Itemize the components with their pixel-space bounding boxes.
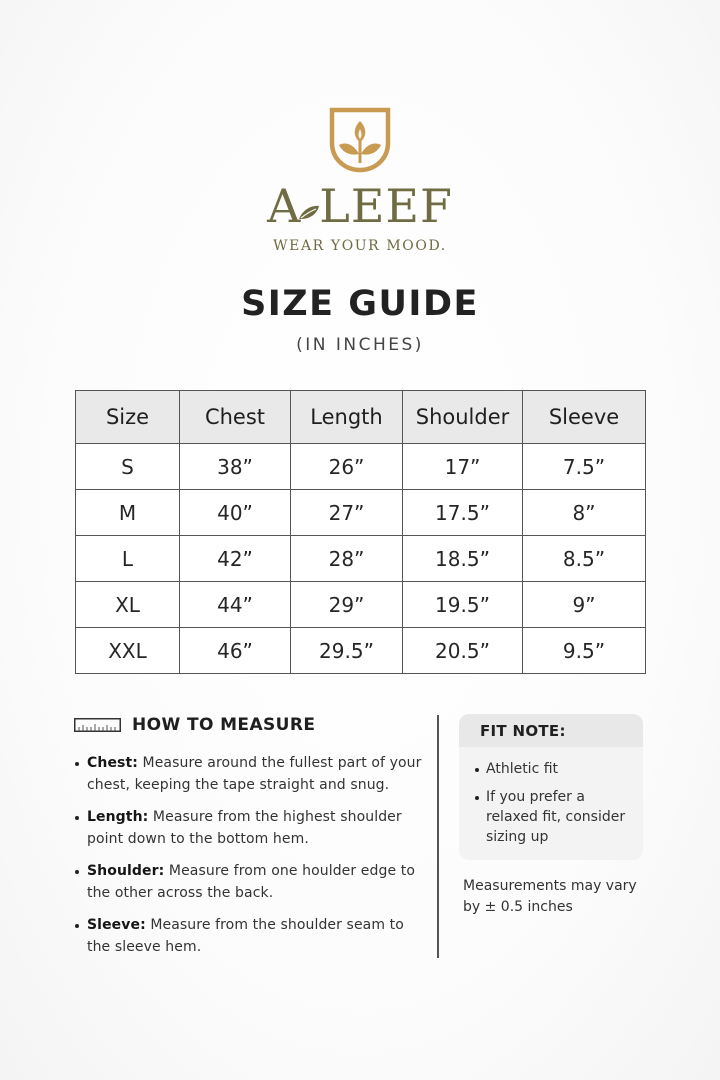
column-header-length: Length (291, 391, 403, 444)
measure-label-length: Length: (87, 809, 149, 825)
fit-note-title: FIT NOTE: (459, 714, 643, 747)
brand-tagline: WEAR YOUR MOOD. (273, 238, 447, 254)
measure-label-sleeve: Sleeve: (87, 917, 146, 933)
cell-size: XL (76, 582, 180, 628)
size-table (75, 390, 646, 674)
cell-size: M (76, 490, 180, 536)
cell-sleeve: 8.5” (523, 536, 646, 582)
vertical-divider (437, 715, 439, 958)
cell-chest: 42” (180, 536, 291, 582)
cell-size: S (76, 444, 180, 490)
cell-shoulder: 19.5” (403, 582, 523, 628)
cell-sleeve: 8” (523, 490, 646, 536)
list-item: Athletic fit (459, 759, 643, 779)
cell-sleeve: 7.5” (523, 444, 646, 490)
table-row (76, 444, 646, 490)
page-subtitle: (IN INCHES) (296, 335, 424, 355)
how-to-measure-header (74, 712, 429, 738)
ruler-icon (74, 718, 121, 732)
measure-label-shoulder: Shoulder: (87, 863, 165, 879)
column-header-chest: Chest (180, 391, 291, 444)
brand-name-suffix: LEEF (319, 179, 453, 233)
fit-note-card (459, 714, 643, 860)
measure-instructions-list (74, 752, 429, 958)
cell-sleeve: 9” (523, 582, 646, 628)
cell-length: 29” (291, 582, 403, 628)
cell-size: L (76, 536, 180, 582)
table-row (76, 582, 646, 628)
cell-length: 28” (291, 536, 403, 582)
how-to-measure-title: HOW TO MEASURE (132, 715, 316, 735)
cell-chest: 38” (180, 444, 291, 490)
cell-length: 26” (291, 444, 403, 490)
leaf-icon (297, 204, 321, 222)
cell-shoulder: 17.5” (403, 490, 523, 536)
shield-sprout-icon (329, 107, 391, 173)
page-title: SIZE GUIDE (241, 284, 479, 324)
cell-length: 29.5” (291, 628, 403, 674)
cell-chest: 40” (180, 490, 291, 536)
list-item (74, 914, 429, 958)
measure-text-length: Measure from the highest shoulder point down to the bottom hem. (87, 809, 402, 847)
table-row (76, 490, 646, 536)
measure-text-chest: Measure around the fullest part of your chest, keeping the tape straight and snug. (87, 755, 422, 793)
list-item (74, 860, 429, 904)
cell-shoulder: 18.5” (403, 536, 523, 582)
column-header-sleeve: Sleeve (523, 391, 646, 444)
table-row (76, 628, 646, 674)
column-header-shoulder: Shoulder (403, 391, 523, 444)
measure-text-shoulder: Measure from one houlder edge to the other across the back. (87, 863, 416, 901)
cell-shoulder: 20.5” (403, 628, 523, 674)
measure-label-chest: Chest: (87, 755, 138, 771)
cell-sleeve: 9.5” (523, 628, 646, 674)
list-item (74, 752, 429, 796)
table-header-row (76, 391, 646, 444)
measure-text-sleeve: Measure from the shoulder seam to the sleeve hem. (87, 917, 404, 955)
fit-note-list (459, 759, 643, 847)
cell-shoulder: 17” (403, 444, 523, 490)
cell-size: XXL (76, 628, 180, 674)
brand-name-prefix: A (267, 179, 302, 233)
cell-chest: 46” (180, 628, 291, 674)
table-row (76, 536, 646, 582)
list-item: If you prefer a relaxed fit, consider sizing up (459, 787, 643, 847)
how-to-measure-section (74, 712, 429, 968)
list-item (74, 806, 429, 850)
column-header-size: Size (76, 391, 180, 444)
cell-chest: 44” (180, 582, 291, 628)
measurement-variance-note: Measurements may vary by ± 0.5 inches (463, 878, 637, 915)
cell-length: 27” (291, 490, 403, 536)
brand-wordmark (0, 180, 720, 232)
